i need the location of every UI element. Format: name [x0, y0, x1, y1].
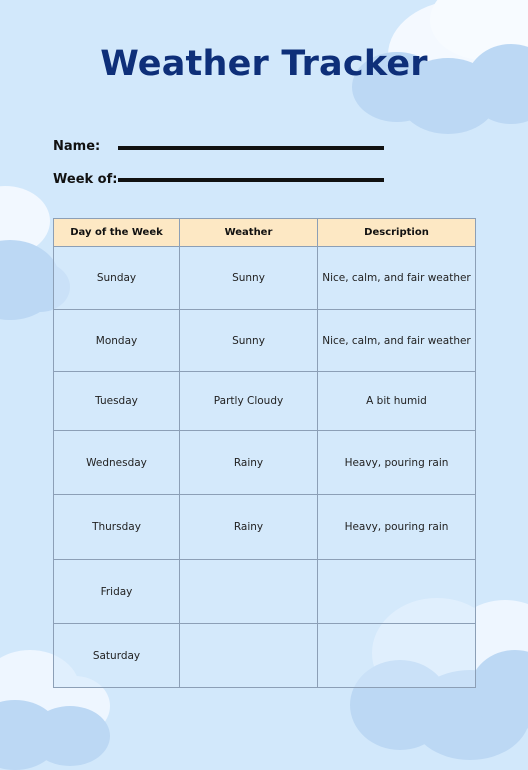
- weather-cell[interactable]: [180, 624, 318, 688]
- header-description: Description: [318, 219, 476, 247]
- day-cell: Thursday: [54, 495, 180, 560]
- weather-cell[interactable]: Sunny: [180, 310, 318, 372]
- description-cell[interactable]: Nice, calm, and fair weather: [318, 247, 476, 310]
- description-cell[interactable]: Nice, calm, and fair weather: [318, 310, 476, 372]
- table-row: [54, 372, 476, 431]
- week-of-label: Week of:: [53, 172, 118, 187]
- description-cell[interactable]: A bit humid: [318, 372, 476, 431]
- name-label: Name:: [53, 139, 101, 154]
- day-cell: Wednesday: [54, 431, 180, 495]
- page-title: Weather Tracker: [100, 44, 428, 84]
- weather-cell[interactable]: Sunny: [180, 247, 318, 310]
- weather-cell[interactable]: [180, 560, 318, 624]
- table-header-row: [54, 219, 476, 247]
- table-row: [54, 624, 476, 688]
- table-row: [54, 247, 476, 310]
- day-cell: Tuesday: [54, 372, 180, 431]
- week-of-line[interactable]: [118, 178, 384, 182]
- weather-cell[interactable]: Rainy: [180, 495, 318, 560]
- description-cell[interactable]: [318, 624, 476, 688]
- day-cell: Friday: [54, 560, 180, 624]
- weather-cell[interactable]: Partly Cloudy: [180, 372, 318, 431]
- day-cell: Saturday: [54, 624, 180, 688]
- day-cell: Monday: [54, 310, 180, 372]
- table-row: [54, 310, 476, 372]
- table-row: [54, 431, 476, 495]
- description-cell[interactable]: Heavy, pouring rain: [318, 431, 476, 495]
- weather-table: [53, 218, 476, 688]
- description-cell[interactable]: Heavy, pouring rain: [318, 495, 476, 560]
- day-cell: Sunday: [54, 247, 180, 310]
- header-weather: Weather: [180, 219, 318, 247]
- table-row: [54, 495, 476, 560]
- weather-cell[interactable]: Rainy: [180, 431, 318, 495]
- name-line[interactable]: [118, 146, 384, 150]
- header-day: Day of the Week: [54, 219, 180, 247]
- table-row: [54, 560, 476, 624]
- description-cell[interactable]: [318, 560, 476, 624]
